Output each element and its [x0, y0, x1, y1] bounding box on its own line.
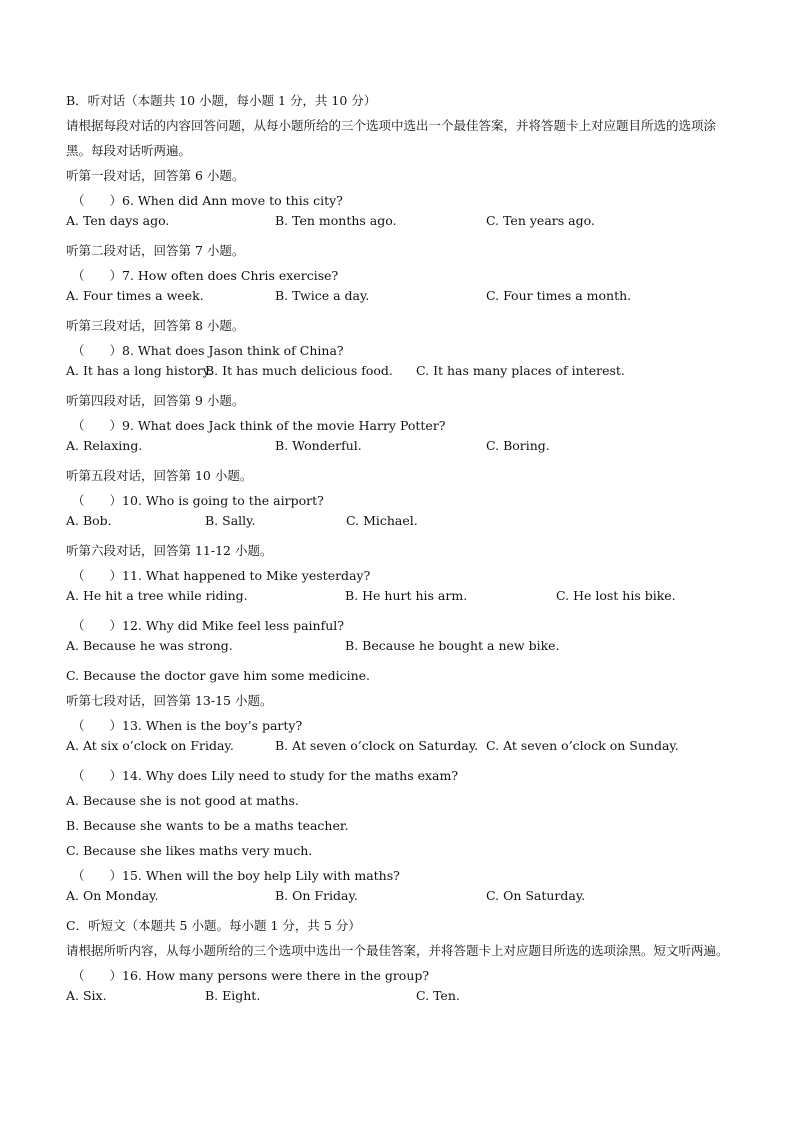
option-a: A. It has a long history.: [66, 363, 213, 378]
option-c: C. Because the doctor gave him some medicine.: [66, 668, 371, 683]
question-14: （ ）14. Why does Lily need to study for the maths exam?: [72, 768, 459, 783]
option-b: B. Sally.: [205, 513, 256, 528]
question-8: （ ）8. What does Jason think of China?: [72, 343, 344, 358]
option-c: C. Michael.: [346, 513, 418, 528]
option-c: C. On Saturday.: [486, 888, 586, 903]
exam-page: [66, 88, 736, 1013]
option-b: B. Wonderful.: [275, 438, 362, 453]
dialog-heading: 听第五段对话，回答第 10 小题。: [66, 468, 253, 483]
option-c: C. It has many places of interest.: [416, 363, 625, 378]
dialog-heading: 听第六段对话，回答第 11-12 小题。: [66, 543, 273, 558]
option-a: A. Bob.: [66, 513, 112, 528]
question-16: （ ）16. How many persons were there in the group?: [72, 968, 430, 983]
question-10: （ ）10. Who is going to the airport?: [72, 493, 324, 508]
question-15-options: [66, 888, 736, 913]
question-13-options: [66, 738, 736, 763]
dialog-heading: 听第一段对话，回答第 6 小题。: [66, 168, 245, 183]
question-13: （ ）13. When is the boy’s party?: [72, 718, 303, 733]
dialog-heading: 听第三段对话，回答第 8 小题。: [66, 318, 245, 333]
question-7: （ ）7. How often does Chris exercise?: [72, 268, 339, 283]
option-a: A. Four times a week.: [66, 288, 204, 303]
option-c: C. At seven o’clock on Sunday.: [486, 738, 679, 753]
question-11-options: [66, 588, 736, 613]
question-10-options: [66, 513, 736, 538]
option-b: B. At seven o’clock on Saturday.: [275, 738, 479, 753]
option-b: B. On Friday.: [275, 888, 358, 903]
option-b: B. Because he bought a new bike.: [345, 638, 560, 653]
option-a: A. Because she is not good at maths.: [66, 793, 299, 808]
question-9: （ ）9. What does Jack think of the movie Harry Potter?: [72, 418, 446, 433]
section-c-title: C．听短文（本题共 5 小题。每小题 1 分，共 5 分）: [66, 918, 361, 933]
option-c: C. Boring.: [486, 438, 550, 453]
dialog-heading: 听第二段对话，回答第 7 小题。: [66, 243, 245, 258]
option-c: C. Ten years ago.: [486, 213, 595, 228]
question-11: （ ）11. What happened to Mike yesterday?: [72, 568, 371, 583]
question-15: （ ）15. When will the boy help Lily with maths?: [72, 868, 400, 883]
question-9-options: [66, 438, 736, 463]
option-b: B. Eight.: [205, 988, 261, 1003]
question-6: （ ）6. When did Ann move to this city?: [72, 193, 343, 208]
option-c: C. Because she likes maths very much.: [66, 843, 313, 858]
section-b-instruction: 请根据每段对话的内容回答问题，从每小题所给的三个选项中选出一个最佳答案，并将答题卡上对应题目所选的选项涂黑。每段对话听两遍。: [66, 118, 717, 158]
option-a: A. On Monday.: [66, 888, 159, 903]
option-b: B. Ten months ago.: [275, 213, 397, 228]
option-a: A. Because he was strong.: [66, 638, 233, 653]
option-a: A. Six.: [66, 988, 107, 1003]
option-a: A. At six o’clock on Friday.: [66, 738, 234, 753]
question-12-options: [66, 638, 736, 663]
dialog-heading: 听第七段对话，回答第 13-15 小题。: [66, 693, 273, 708]
option-c: C. Ten.: [416, 988, 460, 1003]
question-7-options: [66, 288, 736, 313]
question-6-options: [66, 213, 736, 238]
section-c-instruction: 请根据所听内容，从每小题所给的三个选项中选出一个最佳答案，并将答题卡上对应题目所选的选项涂黑。短文听两遍。: [66, 943, 729, 958]
option-b: B. He hurt his arm.: [345, 588, 468, 603]
section-b-title: B．听对话（本题共 10 小题，每小题 1 分，共 10 分）: [66, 93, 377, 108]
option-a: A. Relaxing.: [66, 438, 143, 453]
option-b: B. It has much delicious food.: [205, 363, 393, 378]
question-16-options: [66, 988, 736, 1013]
dialog-heading: 听第四段对话，回答第 9 小题。: [66, 393, 245, 408]
option-a: A. Ten days ago.: [66, 213, 170, 228]
question-8-options: [66, 363, 736, 388]
option-b: B. Because she wants to be a maths teacher.: [66, 818, 349, 833]
option-c: C. He lost his bike.: [556, 588, 676, 603]
option-b: B. Twice a day.: [275, 288, 370, 303]
option-a: A. He hit a tree while riding.: [66, 588, 248, 603]
option-c: C. Four times a month.: [486, 288, 632, 303]
question-12: （ ）12. Why did Mike feel less painful?: [72, 618, 344, 633]
